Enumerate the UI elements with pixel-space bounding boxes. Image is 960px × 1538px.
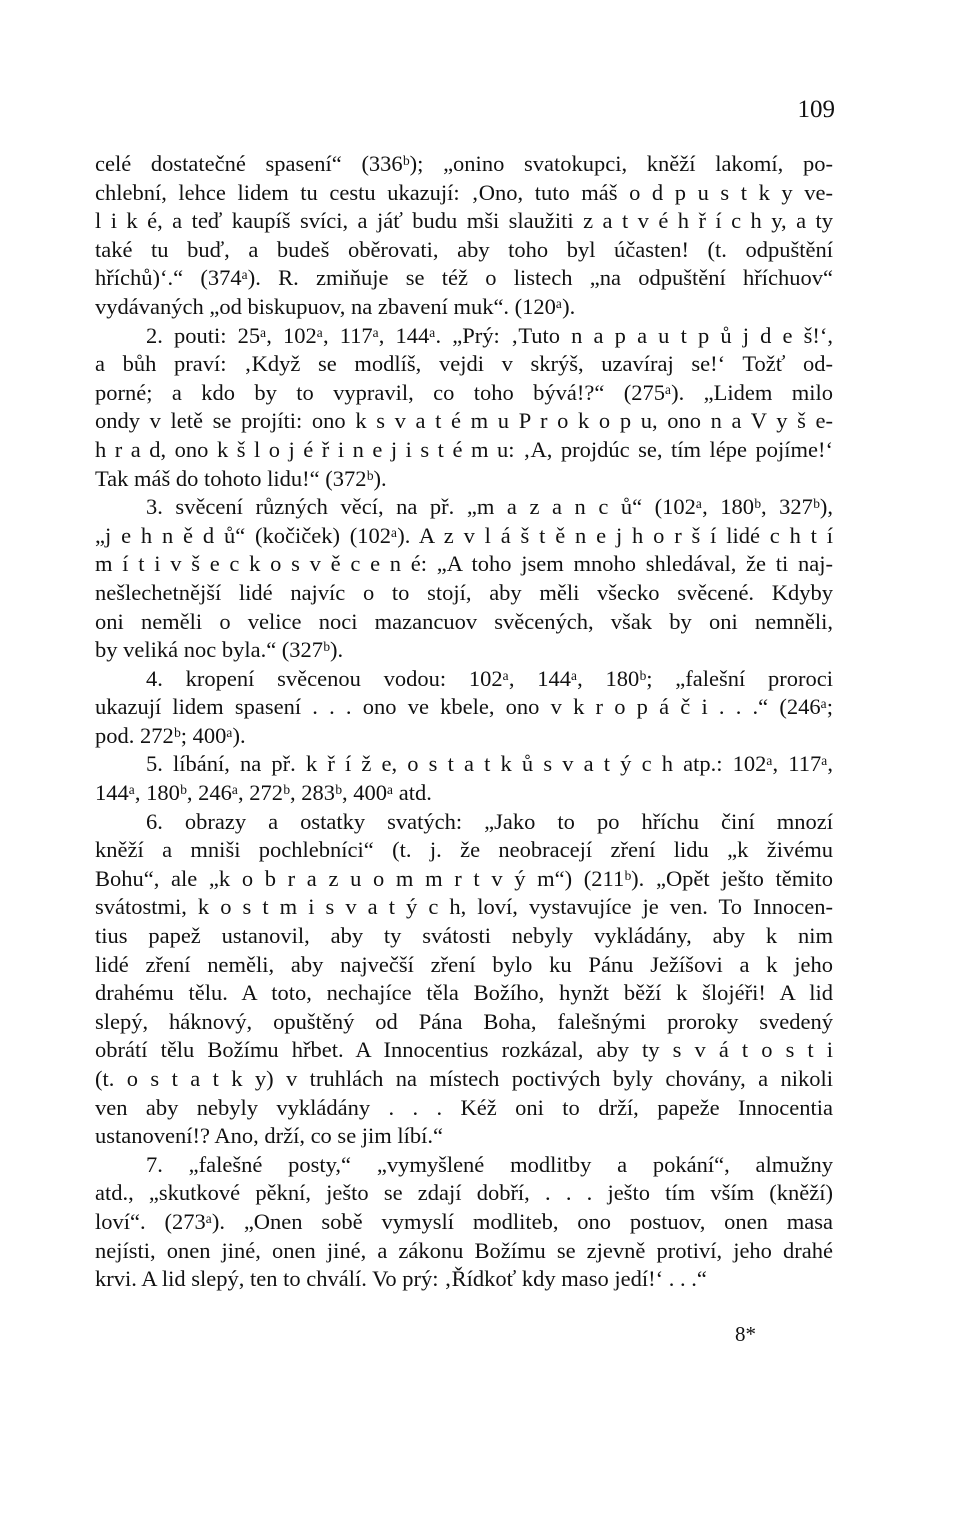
text-line: lidé zření neměli, aby največší zření bylo ku Pánu Ježíšovi a k jeho <box>95 951 833 977</box>
text-line: m í t i v š e c k o s v ě c e n é: „A toho jsem mnoho shledával, že ti naj- <box>95 551 833 577</box>
text-line: nejísti, onen jiné, onen jiné, a zákonu Božímu se zjevně protiví, jeho drahé <box>95 1237 833 1263</box>
text-line: nešlechetnější lidé najvíc o to stojí, aby měli všecko svěcené. Kdyby <box>95 579 833 605</box>
text-line: obrátí tělu Božímu hřbet. A Innocentius rozkázal, aby ty s v á t o s t i <box>95 1037 833 1063</box>
page-number: 109 <box>797 96 835 123</box>
text-line: 3. svěcení různých věcí, na př. „m a z a n c ů“ (102ᵃ, 180ᵇ, 327ᵇ), <box>146 494 833 520</box>
text-line: Bohu“, ale „k o b r a z u o m m r t v ý m“) (211ᵇ). „Opět ješto těmito <box>95 865 833 891</box>
text-line: tius papež ustanovil, aby ty svátosti nebyly vykládány, aby k nim <box>95 923 833 949</box>
text-line: vydávaných „od biskupuov, na zbavení muk“. (120ᵃ). <box>95 293 576 319</box>
text-line: pod. 272ᵇ; 400ᵃ). <box>95 722 246 748</box>
text-line: celé dostatečné spasení“ (336ᵇ); „onino svatokupci, kněží lakomí, po- <box>95 151 833 176</box>
text-line: 7. „falešné posty,“ „vymyšlené modlitby a pokání“, almužny <box>146 1151 833 1177</box>
text-line: 6. obrazy a ostatky svatých: „Jako to po hříchu činí mnozí <box>146 808 833 834</box>
text-line: h r a d, ono k š l o j é ř i n e j i s t é m u: ‚A, projdúc se, tím lépe pojíme!‘ <box>95 436 833 462</box>
text-line: 4. kropení svěcenou vodou: 102ᵃ, 144ᵃ, 180ᵇ; „falešní proroci <box>146 665 833 691</box>
text-line: krvi. A lid slepý, ten to chválí. Vo prý: ‚Řídkoť kdy maso jedí!‘ . . .“ <box>95 1266 707 1292</box>
text-line: 2. pouti: 25ᵃ, 102ᵃ, 117ᵃ, 144ᵃ. „Prý: ‚Tuto n a p a u t p ů j d e š!‘, <box>146 322 833 348</box>
text-line: by veliká noc byla.“ (327ᵇ). <box>95 637 344 663</box>
signature-mark: 8* <box>735 1322 756 1346</box>
text-line: ondy v letě se projíti: ono k s v a t é m u P r o k o p u, ono n a V y š e- <box>95 408 833 434</box>
text-line: chlební, lehce lidem tu cestu ukazují: ‚Ono, tuto máš o d p u s t k y ve- <box>95 179 833 205</box>
text-line: ukazují lidem spasení . . . ono ve kbele, ono v k r o p á č i . . .“ (246ᵃ; <box>95 694 833 720</box>
text-line: také tu buď, a budeš oběrovati, aby toho byl účasten! (t. odpuštění <box>95 236 833 262</box>
text-line: kněží a mniši pochlebníci“ (t. j. že neobracejí zření lidu „k živému <box>95 837 833 863</box>
body-text <box>95 150 833 1294</box>
text-line: oni neměli o velice noci mazancuov svěcených, však by oni nemněli, <box>95 608 833 634</box>
text-line: drahému tělu. A toto, nechajíce těla Božího, hynžt běží k šlojéři! A lid <box>95 980 833 1006</box>
text-line: Tak máš do tohoto lidu!“ (372ᵇ). <box>95 465 387 491</box>
text-line: porné; a kdo by to vypravil, co toho bývá!?“ (275ᵃ). „Lidem milo <box>95 379 833 405</box>
text-line: a bůh praví: ‚Když se modlíš, vejdi v skrýš, uzavíraj se!‘ Tožť od- <box>95 351 833 377</box>
text-line: ustanovení!? Ano, drží, co se jim líbí.“ <box>95 1123 444 1149</box>
text-line: 5. líbání, na př. k ř í ž e, o s t a t k ů s v a t ý c h atp.: 102ᵃ, 117ᵃ, <box>146 751 833 777</box>
text-line: loví“. (273ᵃ). „Onen sobě vymyslí modliteb, ono postuov, onen masa <box>95 1208 833 1234</box>
text-line: ven aby nebyly vykládány . . . Kéž oni to drží, papeže Innocentia <box>95 1094 833 1120</box>
text-line: l i k é, a teď kaupíš svíci, a jáť budu mši slaužiti z a t v é h ř í c h y, a ty <box>95 208 833 234</box>
text-line: atd., „skutkové pěkní, ješto se zdají dobří, . . . ješto tím vším (kněží) <box>95 1180 833 1206</box>
text-line: 144ᵃ, 180ᵇ, 246ᵃ, 272ᵇ, 283ᵇ, 400ᵃ atd. <box>95 780 432 806</box>
text-line: slepý, háknový, opuštěný od Pána Boha, falešnými proroky svedený <box>95 1008 833 1034</box>
text-line: svátostmi, k o s t m i s v a t ý c h, loví, vystavujíce je ven. To Innocen- <box>95 894 833 920</box>
text-line: (t. o s t a t k y) v truhlách na místech poctivých byly chovány, a nikoli <box>95 1066 833 1091</box>
text-line: hříchů)‘.“ (374ᵃ). R. zmiňuje se též o listech „na odpuštění hříchuov“ <box>95 265 833 291</box>
text-line: „j e h n ě d ů“ (kočiček) (102ᵃ). A z v l á š t ě n e j h o r š í lidé c h t í <box>95 522 833 548</box>
